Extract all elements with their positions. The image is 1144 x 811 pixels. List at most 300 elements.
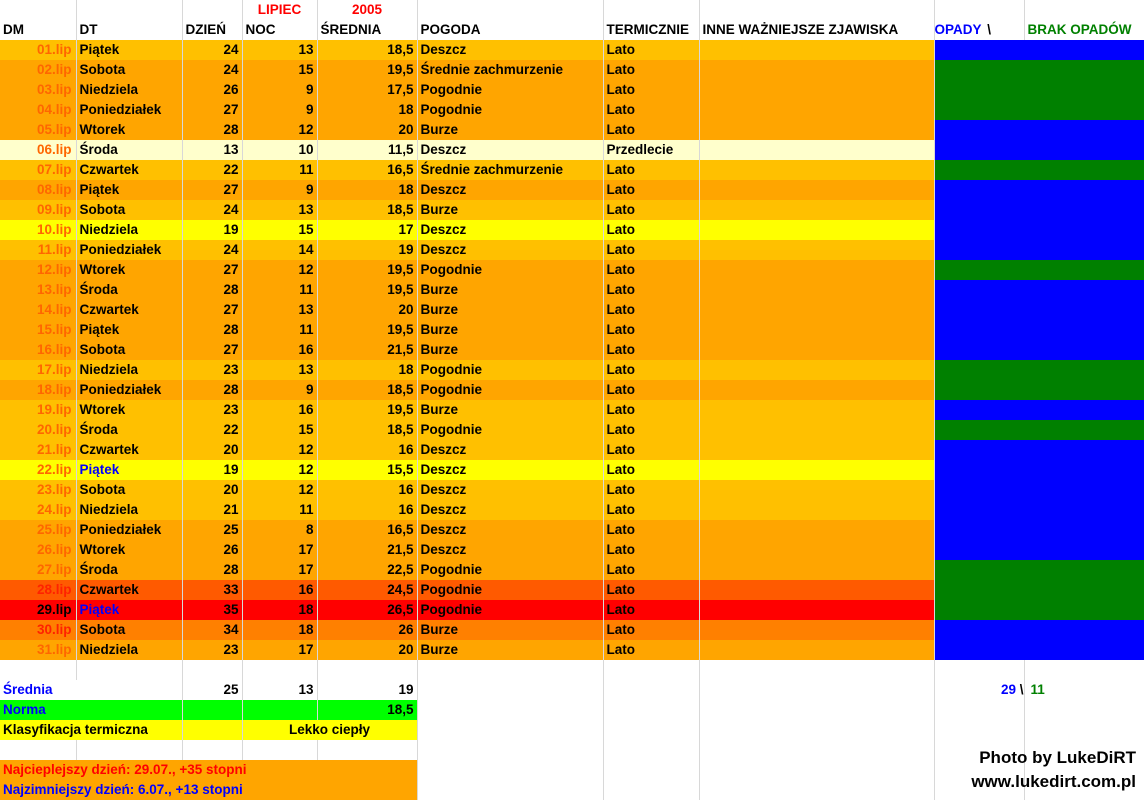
cell-inne [699,480,934,500]
norma-label: Norma [0,700,182,720]
cell-pogoda: Średnie zachmurzenie [417,60,603,80]
cell-dt: Niedziela [76,640,182,660]
spacer-c10 [1024,660,1144,680]
spacer-c3 [182,660,242,680]
cell-dt: Sobota [76,60,182,80]
cell-dm: 27.lip [0,560,76,580]
cell-inne [699,360,934,380]
cell-termicznie: Lato [603,120,699,140]
cell-opady [934,540,1024,560]
klas-blank-4 [699,720,934,740]
cell-noc: 18 [242,600,317,620]
cell-noc: 15 [242,220,317,240]
header-row [0,20,1144,40]
cell-dzien: 26 [182,540,242,560]
spacer-c9 [934,660,1024,680]
cell-dm: 21.lip [0,440,76,460]
cell-termicznie: Lato [603,400,699,420]
cell-brak-opadow [1024,180,1144,200]
cell-dm: 17.lip [0,360,76,380]
opady-count-cell [934,680,1024,700]
cell-srednia: 16,5 [317,160,417,180]
cell-inne [699,240,934,260]
table-row [0,280,1144,300]
cold-blank-3 [699,780,934,800]
cell-inne [699,500,934,520]
table-row [0,480,1144,500]
title-month: LIPIEC [242,0,317,20]
cell-termicznie: Lato [603,420,699,440]
spacer-c7 [603,660,699,680]
cell-pogoda: Deszcz [417,140,603,160]
cell-dt: Środa [76,560,182,580]
cell-dm: 15.lip [0,320,76,340]
cell-dm: 13.lip [0,280,76,300]
spacer2-c4 [242,740,317,760]
cell-inne [699,440,934,460]
header-noc: NOC [242,20,317,40]
cell-dt: Piątek [76,180,182,200]
cell-srednia: 20 [317,640,417,660]
cell-opady [934,180,1024,200]
klas-blank-3 [603,720,699,740]
cell-noc: 13 [242,360,317,380]
table-row [0,60,1144,80]
title-blank-2 [76,0,182,20]
row-srednia [0,680,1144,700]
cell-brak-opadow [1024,600,1144,620]
table-row [0,260,1144,280]
cell-srednia: 19,5 [317,280,417,300]
cell-brak-opadow [1024,560,1144,580]
cell-brak-opadow [1024,60,1144,80]
cell-inne [699,260,934,280]
cell-dzien: 28 [182,560,242,580]
cell-pogoda: Deszcz [417,460,603,480]
spacer-c8 [699,660,934,680]
spacer-row [0,660,1144,680]
cell-pogoda: Deszcz [417,540,603,560]
cell-dzien: 24 [182,200,242,220]
cell-noc: 16 [242,400,317,420]
table-row [0,300,1144,320]
cell-dt: Piątek [76,320,182,340]
cell-inne [699,120,934,140]
table-row [0,240,1144,260]
table-row [0,200,1144,220]
cell-opady [934,220,1024,240]
cell-opady [934,200,1024,220]
cell-srednia: 11,5 [317,140,417,160]
cell-dzien: 22 [182,420,242,440]
cell-termicznie: Lato [603,300,699,320]
cell-termicznie: Lato [603,80,699,100]
cell-dt: Niedziela [76,500,182,520]
cell-brak-opadow [1024,80,1144,100]
cell-dzien: 35 [182,600,242,620]
cell-dm: 18.lip [0,380,76,400]
title-blank-3 [182,0,242,20]
cell-opady [934,400,1024,420]
cell-dm: 14.lip [0,300,76,320]
warm-blank-1 [417,760,603,780]
cell-noc: 12 [242,120,317,140]
header-pogoda: POGODA [417,20,603,40]
cell-dzien: 19 [182,220,242,240]
cell-opady [934,160,1024,180]
cell-dzien: 20 [182,440,242,460]
cell-opady [934,100,1024,120]
cell-noc: 9 [242,380,317,400]
cell-srednia: 19,5 [317,400,417,420]
cell-pogoda: Pogodnie [417,260,603,280]
cell-dm: 19.lip [0,400,76,420]
cell-dzien: 28 [182,120,242,140]
cell-brak-opadow [1024,540,1144,560]
cell-noc: 13 [242,300,317,320]
cell-pogoda: Burze [417,200,603,220]
cell-dm: 22.lip [0,460,76,480]
cell-pogoda: Pogodnie [417,580,603,600]
title-row [0,0,1144,20]
cell-pogoda: Deszcz [417,500,603,520]
cell-brak-opadow [1024,580,1144,600]
cell-noc: 8 [242,520,317,540]
cell-opady [934,560,1024,580]
cell-termicznie: Lato [603,360,699,380]
table-row [0,120,1144,140]
cell-dzien: 27 [182,300,242,320]
cell-srednia: 26,5 [317,600,417,620]
cell-brak-opadow [1024,300,1144,320]
cell-srednia: 16 [317,480,417,500]
cell-brak-opadow [1024,360,1144,380]
klas-blank-5 [934,720,1024,740]
cell-inne [699,380,934,400]
cell-dzien: 22 [182,160,242,180]
cell-srednia: 19,5 [317,260,417,280]
cell-dm: 09.lip [0,200,76,220]
cell-brak-opadow [1024,320,1144,340]
spacer2-c2 [76,740,182,760]
cell-dm: 08.lip [0,180,76,200]
cell-srednia: 16 [317,440,417,460]
spacer-c2 [76,660,182,680]
cell-termicznie: Lato [603,240,699,260]
cell-opady [934,280,1024,300]
cell-inne [699,340,934,360]
cold-blank-2 [603,780,699,800]
cell-termicznie: Lato [603,160,699,180]
cell-dt: Piątek [76,460,182,480]
cell-opady [934,500,1024,520]
cell-dm: 05.lip [0,120,76,140]
cell-dzien: 26 [182,80,242,100]
cell-noc: 17 [242,540,317,560]
cell-inne [699,580,934,600]
cell-dzien: 24 [182,40,242,60]
srednia-blank-2 [603,680,699,700]
warm-blank-2 [603,760,699,780]
cell-pogoda: Burze [417,320,603,340]
srednia-value: 19 [317,680,417,700]
spacer-c4 [242,660,317,680]
cell-noc: 12 [242,260,317,280]
srednia-dzien: 25 [182,680,242,700]
header-srednia: ŚREDNIA [317,20,417,40]
title-year: 2005 [317,0,417,20]
cell-srednia: 21,5 [317,340,417,360]
spacer2-c6 [417,740,603,760]
cell-dt: Niedziela [76,80,182,100]
cell-brak-opadow [1024,420,1144,440]
cell-brak-opadow [1024,500,1144,520]
cell-opady [934,260,1024,280]
cell-opady [934,380,1024,400]
cell-termicznie: Lato [603,340,699,360]
srednia-label: Średnia [0,680,182,700]
cell-termicznie: Lato [603,560,699,580]
cell-termicznie: Lato [603,500,699,520]
cell-inne [699,520,934,540]
cell-opady [934,620,1024,640]
klasyfikacja-value: Lekko ciepły [242,720,417,740]
cell-brak-opadow [1024,140,1144,160]
cell-noc: 12 [242,480,317,500]
cell-opady [934,440,1024,460]
cell-pogoda: Deszcz [417,440,603,460]
cell-termicznie: Lato [603,220,699,240]
table-row [0,460,1144,480]
photo-credit: Photo by LukeDiRT [979,748,1136,767]
cell-pogoda: Pogodnie [417,100,603,120]
cell-dzien: 21 [182,500,242,520]
cell-brak-opadow [1024,220,1144,240]
cell-noc: 11 [242,280,317,300]
cell-brak-opadow [1024,440,1144,460]
cell-dt: Piątek [76,600,182,620]
cell-termicznie: Lato [603,40,699,60]
cell-inne [699,220,934,240]
cell-inne [699,420,934,440]
cell-opady [934,360,1024,380]
cell-brak-opadow [1024,120,1144,140]
cell-srednia: 15,5 [317,460,417,480]
cell-srednia: 19,5 [317,320,417,340]
title-blank-4 [417,0,603,20]
srednia-noc: 13 [242,680,317,700]
cell-dm: 28.lip [0,580,76,600]
cell-dzien: 28 [182,320,242,340]
cell-pogoda: Burze [417,620,603,640]
cell-srednia: 18 [317,360,417,380]
cold-blank-1 [417,780,603,800]
cell-dm: 04.lip [0,100,76,120]
cell-termicznie: Lato [603,260,699,280]
cell-dt: Wtorek [76,540,182,560]
cell-opady [934,340,1024,360]
table-row [0,100,1144,120]
cell-pogoda: Burze [417,300,603,320]
table-row [0,40,1144,60]
cell-opady [934,320,1024,340]
cell-inne [699,560,934,580]
cell-srednia: 18 [317,180,417,200]
cell-noc: 9 [242,180,317,200]
title-blank-7 [934,0,1024,20]
cell-srednia: 18,5 [317,200,417,220]
cell-termicznie: Lato [603,640,699,660]
cell-dt: Poniedziałek [76,240,182,260]
cell-pogoda: Pogodnie [417,380,603,400]
cell-brak-opadow [1024,240,1144,260]
cell-dm: 12.lip [0,260,76,280]
cell-pogoda: Deszcz [417,220,603,240]
table-row [0,640,1144,660]
table-row [0,320,1144,340]
cell-dm: 07.lip [0,160,76,180]
norma-blank-4 [603,700,699,720]
cell-pogoda: Pogodnie [417,560,603,580]
cell-dt: Poniedziałek [76,100,182,120]
cell-dt: Wtorek [76,120,182,140]
cell-inne [699,460,934,480]
cell-inne [699,600,934,620]
title-blank-6 [699,0,934,20]
cell-brak-opadow [1024,640,1144,660]
norma-blank-3 [417,700,603,720]
title-blank-8 [1024,0,1144,20]
klas-blank-2 [417,720,603,740]
cell-inne [699,140,934,160]
cell-srednia: 21,5 [317,540,417,560]
spacer-c5 [317,660,417,680]
cell-brak-opadow [1024,380,1144,400]
spacer-c1 [0,660,76,680]
cell-dt: Niedziela [76,220,182,240]
row-norma [0,700,1144,720]
cell-dt: Poniedziałek [76,380,182,400]
cell-opady [934,580,1024,600]
cell-dm: 29.lip [0,600,76,620]
cell-brak-opadow [1024,480,1144,500]
cell-dt: Czwartek [76,440,182,460]
norma-value: 18,5 [317,700,417,720]
cell-termicznie: Lato [603,180,699,200]
cell-dm: 23.lip [0,480,76,500]
table-row [0,340,1144,360]
cell-dt: Niedziela [76,360,182,380]
cell-dt: Czwartek [76,580,182,600]
cell-opady [934,640,1024,660]
cell-dt: Środa [76,280,182,300]
cell-termicznie: Lato [603,520,699,540]
cell-pogoda: Pogodnie [417,360,603,380]
cell-dzien: 34 [182,620,242,640]
header-dt: DT [76,20,182,40]
header-termicznie: TERMICZNIE [603,20,699,40]
cell-dt: Poniedziałek [76,520,182,540]
cell-termicznie: Lato [603,100,699,120]
cell-dt: Sobota [76,340,182,360]
cell-pogoda: Pogodnie [417,420,603,440]
cell-dzien: 23 [182,640,242,660]
cell-noc: 12 [242,440,317,460]
header-opady-cell [934,20,1024,40]
norma-blank-5 [699,700,934,720]
srednia-blank-3 [699,680,934,700]
cell-termicznie: Lato [603,380,699,400]
cell-brak-opadow [1024,400,1144,420]
cell-opady [934,140,1024,160]
cell-noc: 13 [242,40,317,60]
website-credit: www.lukedirt.com.pl [971,772,1136,791]
cell-opady [934,520,1024,540]
cell-opady [934,300,1024,320]
cell-dt: Sobota [76,480,182,500]
brak-opadow-count: 11 [1024,680,1144,700]
cell-noc: 14 [242,240,317,260]
cell-termicznie: Lato [603,600,699,620]
opady-count-slash: \ [1019,682,1024,697]
cell-dt: Sobota [76,200,182,220]
cell-pogoda: Pogodnie [417,600,603,620]
cell-dt: Sobota [76,620,182,640]
cell-noc: 11 [242,320,317,340]
cell-dzien: 28 [182,280,242,300]
cell-termicznie: Lato [603,200,699,220]
cell-inne [699,620,934,640]
cell-dm: 30.lip [0,620,76,640]
klas-blank-6 [1024,720,1144,740]
cell-brak-opadow [1024,100,1144,120]
cell-inne [699,100,934,120]
cell-brak-opadow [1024,520,1144,540]
cell-dzien: 24 [182,60,242,80]
cell-pogoda: Pogodnie [417,80,603,100]
norma-blank-6 [934,700,1024,720]
cell-brak-opadow [1024,200,1144,220]
cell-dzien: 13 [182,140,242,160]
cell-noc: 15 [242,420,317,440]
cell-srednia: 20 [317,120,417,140]
cell-brak-opadow [1024,460,1144,480]
cell-pogoda: Burze [417,120,603,140]
spacer-row-2 [0,740,1144,760]
cell-pogoda: Deszcz [417,240,603,260]
cell-inne [699,400,934,420]
cell-dzien: 19 [182,460,242,480]
cell-noc: 10 [242,140,317,160]
klasyfikacja-label: Klasyfikacja termiczna [0,720,182,740]
cell-inne [699,80,934,100]
spacer2-c7 [603,740,699,760]
cell-noc: 15 [242,60,317,80]
cell-termicznie: Lato [603,60,699,80]
cell-noc: 13 [242,200,317,220]
cell-dm: 10.lip [0,220,76,240]
header-inne: INNE WAŻNIEJSZE ZJAWISKA [699,20,934,40]
cell-pogoda: Burze [417,400,603,420]
cell-noc: 17 [242,560,317,580]
cell-srednia: 17 [317,220,417,240]
cell-brak-opadow [1024,160,1144,180]
coldest-day-note: Najzimniejszy dzień: 6.07., +13 stopni [0,780,417,800]
cell-srednia: 20 [317,300,417,320]
cell-noc: 12 [242,460,317,480]
cell-opady [934,120,1024,140]
cell-noc: 9 [242,80,317,100]
